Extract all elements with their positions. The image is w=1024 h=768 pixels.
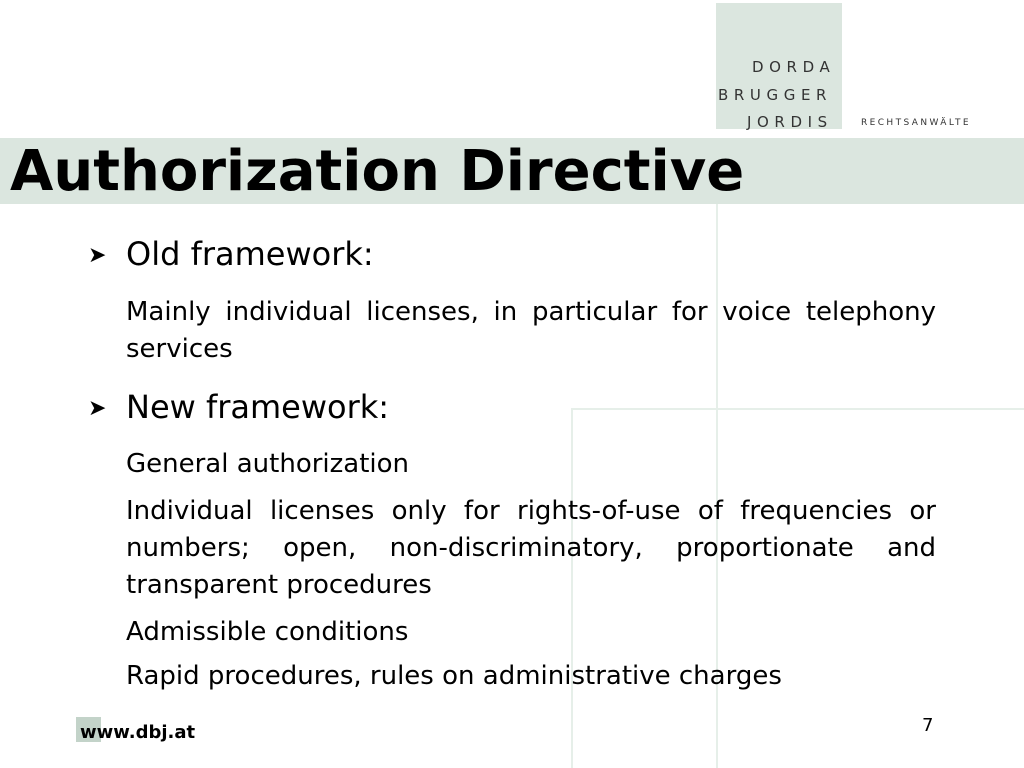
bullet-old-framework [88,234,948,276]
new-framework-paragraph-rapid-procedures: Rapid procedures, rules on administrative charges [126,661,782,691]
logo-line-jordis: JORDIS [747,113,833,131]
logo-tagline: RECHTSANWÄLTE [861,118,971,128]
logo-line-brugger: BRUGGER [718,86,833,104]
arrowhead-bullet-icon: ➤ [88,243,107,268]
slide-title: Authorization Directive [10,139,745,204]
bullet-new-framework [88,387,948,429]
new-framework-paragraph-admissible-conditions: Admissible conditions [126,617,409,647]
new-framework-paragraph-general-authorization: General authorization [126,449,410,479]
bullet-label: Old framework: [126,235,374,273]
logo-line-dorda: DORDA [752,58,836,76]
arrowhead-bullet-icon: ➤ [88,396,107,421]
bullet-label: New framework: [126,388,390,426]
new-framework-paragraph-individual-licenses: Individual licenses only for rights-of-use of frequencies or numbers; open, non-discriminatory, proportionate and transparent procedures [126,496,936,600]
page-number: 7 [922,715,934,736]
footer-url-link[interactable]: www.dbj.at [80,722,196,743]
old-framework-paragraph: Mainly individual licenses, in particular for voice telephony services [126,297,936,364]
